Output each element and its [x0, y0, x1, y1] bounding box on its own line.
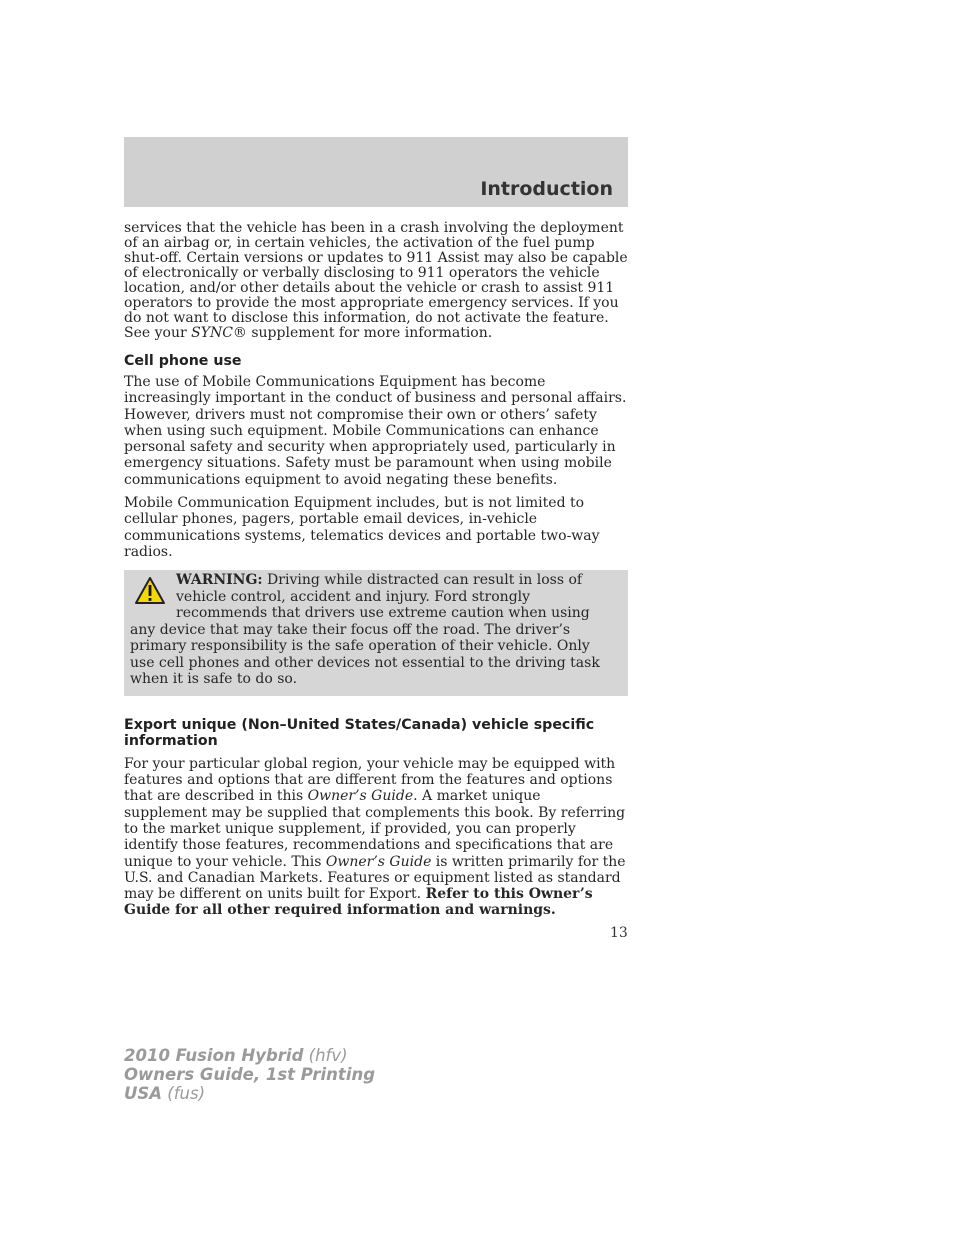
warning-text	[130, 572, 618, 688]
intro-text: services that the vehicle has been in a crash involving the deployment of an airbag or, in certain vehicles, the activation of the fuel pump shut-off. Certain versions or updates to 911 Assist may also be capable of electronically or verbally disclosing to 911 operators the vehicle location, and/or other details about the vehicle or crash to assist 911 operators to provide the most appropriate emergency services. If you do not want to disclose this information, do not activate the feature. See your	[124, 220, 628, 341]
document-footer	[124, 1046, 375, 1103]
warning-box	[124, 570, 628, 696]
export-heading: Export unique (Non–United States/Canada) vehicle specific information	[124, 716, 595, 750]
export-text-2: . A market unique supplement may be supplied that complements this book. By referring to the market unique supplement, if provided, you can properly identify those features, recommendations and specifications that are unique to your vehicle. This	[124, 788, 626, 870]
cell-phone-heading: Cell phone use	[124, 353, 242, 369]
owners-guide-ref-1: Owner’s Guide	[307, 788, 414, 805]
footer-model-code: (hfv)	[303, 1046, 348, 1065]
export-text-1: For your particular global region, your vehicle may be equipped with features and options that are different from the features and options that are described in this	[124, 755, 616, 805]
cell-phone-paragraph-1: The use of Mobile Communications Equipment has become increasingly important in the conduct of business and personal affairs. However, drivers must not compromise their own or others’ safety when using such equipment. Mobile Communications can enhance personal safety and security when appropriately used, particularly in emergency situations. Safety must be paramount when using mobile communications equipment to avoid negating these benefits.	[124, 374, 627, 488]
footer-market-code: (fus)	[162, 1084, 206, 1103]
intro-text-end: supplement for more information.	[246, 325, 493, 341]
page-number: 13	[610, 925, 628, 941]
page-content	[124, 221, 628, 919]
owners-guide-ref-2: Owner’s Guide	[325, 853, 432, 870]
footer-market: USA	[124, 1084, 163, 1103]
section-title: Introduction	[480, 178, 613, 200]
sync-name: SYNC®	[191, 325, 247, 341]
warning-label: WARNING:	[176, 572, 263, 589]
footer-guide-edition: Owners Guide, 1st Printing	[124, 1065, 376, 1084]
intro-paragraph	[124, 221, 628, 341]
warning-body: Driving while distracted can result in loss of vehicle control, accident and injury. Ford strongly recommends that drivers use extreme caution when using any device that may take their focus off the road. The driver’s primary responsibility is the safe operation of their vehicle. Only use cell phones and other devices not essential to the driving task when it is safe to do so.	[130, 572, 600, 688]
footer-model: 2010 Fusion Hybrid	[124, 1046, 304, 1065]
warning-triangle-icon	[134, 576, 166, 606]
export-bold-text: Refer to this Owner’s Guide for all other required information and warnings.	[124, 886, 593, 919]
export-text-3: is written primarily for the U.S. and Canadian Markets. Features or equipment listed as standard may be different on units built for Export.	[124, 853, 626, 903]
cell-phone-paragraph-2: Mobile Communication Equipment includes, but is not limited to cellular phones, pagers, portable email devices, in-vehicle communications systems, telematics devices and portable two-way radios.	[124, 495, 600, 560]
section-header-band	[124, 137, 628, 207]
export-paragraph	[124, 756, 628, 919]
